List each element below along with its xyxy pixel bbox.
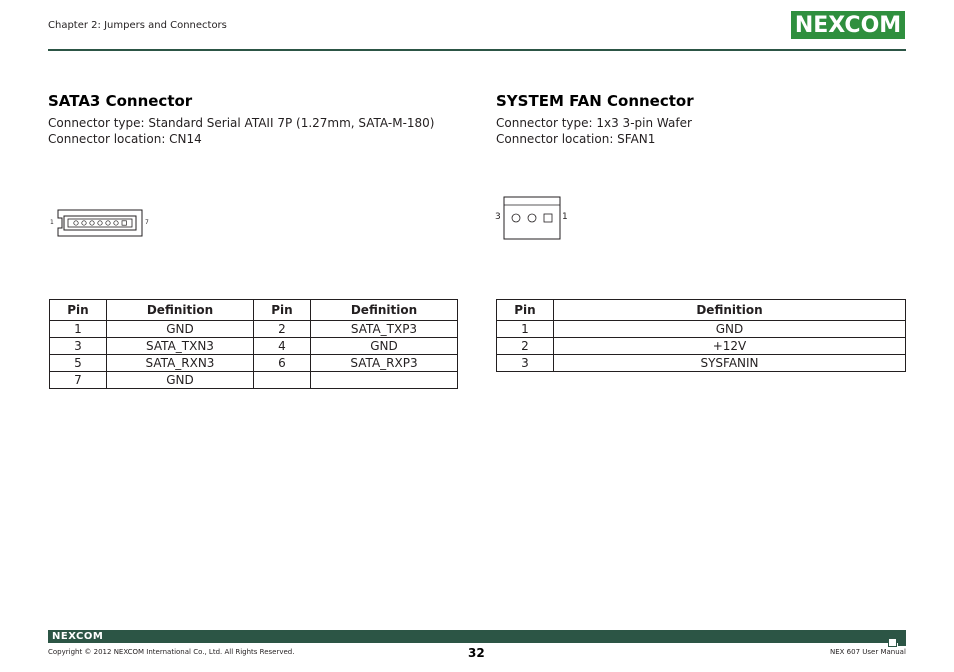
sata-description (48, 115, 434, 147)
column-header: Pin (50, 300, 107, 321)
table-cell: 1 (50, 321, 107, 338)
fan-pin-table (496, 299, 906, 372)
fan-pin-label-left: 3 (495, 212, 501, 222)
fan-type-line: Connector type: 1x3 3-pin Wafer (496, 116, 692, 130)
table-cell: GND (554, 321, 906, 338)
table-header-row (50, 300, 458, 321)
corner-square (889, 630, 897, 638)
table-cell: 2 (497, 338, 554, 355)
table-cell: 4 (254, 338, 311, 355)
copyright-text: Copyright © 2012 NEXCOM International Co., Ltd. All Rights Reserved. (48, 648, 295, 656)
header-rule (48, 49, 906, 51)
nexcom-logo (791, 11, 905, 39)
fan-description (496, 115, 692, 147)
table-header-row (497, 300, 906, 321)
column-header: Definition (107, 300, 254, 321)
table-cell: 2 (254, 321, 311, 338)
table-row (50, 372, 458, 389)
column-header: Definition (311, 300, 458, 321)
table-row (497, 321, 906, 338)
footer-logo: NEXCOM (52, 631, 104, 642)
table-cell: +12V (554, 338, 906, 355)
table-cell (311, 372, 458, 389)
fan-pin-label-right: 1 (562, 212, 568, 222)
table-row (497, 355, 906, 372)
chapter-heading: Chapter 2: Jumpers and Connectors (48, 20, 227, 31)
fan-title: SYSTEM FAN Connector (496, 92, 694, 110)
table-cell: SATA_RXP3 (311, 355, 458, 372)
sata-pin-label-left: 1 (50, 219, 54, 226)
fan-connector-diagram (503, 196, 561, 240)
column-header: Pin (497, 300, 554, 321)
table-cell: SATA_TXN3 (107, 338, 254, 355)
fan-location-line: Connector location: SFAN1 (496, 132, 656, 146)
table-row (50, 321, 458, 338)
sata-location-line: Connector location: CN14 (48, 132, 202, 146)
footer-bar (48, 630, 906, 643)
table-cell: 6 (254, 355, 311, 372)
table-cell: 3 (50, 338, 107, 355)
table-cell: 3 (497, 355, 554, 372)
column-header: Definition (554, 300, 906, 321)
table-cell: GND (107, 372, 254, 389)
sata-title: SATA3 Connector (48, 92, 193, 110)
table-cell: SATA_RXN3 (107, 355, 254, 372)
table-cell: GND (107, 321, 254, 338)
table-row (50, 338, 458, 355)
logo-text: NEXCOM (794, 12, 902, 38)
sata-type-line: Connector type: Standard Serial ATAII 7P (1.27mm, SATA-M-180) (48, 116, 435, 130)
table-cell: SATA_TXP3 (311, 321, 458, 338)
table-row (497, 338, 906, 355)
table-cell: 1 (497, 321, 554, 338)
page-number: 32 (468, 646, 485, 660)
sata-pin-table (49, 299, 458, 389)
sata-pin-label-right: 7 (145, 219, 149, 226)
corner-square-outline (889, 639, 896, 646)
table-row (50, 355, 458, 372)
manual-title: NEX 607 User Manual (830, 648, 906, 656)
sata-connector-diagram (56, 208, 144, 238)
corner-square (898, 638, 906, 646)
table-cell: GND (311, 338, 458, 355)
table-cell (254, 372, 311, 389)
table-cell: 7 (50, 372, 107, 389)
table-cell: SYSFANIN (554, 355, 906, 372)
column-header: Pin (254, 300, 311, 321)
table-cell: 5 (50, 355, 107, 372)
